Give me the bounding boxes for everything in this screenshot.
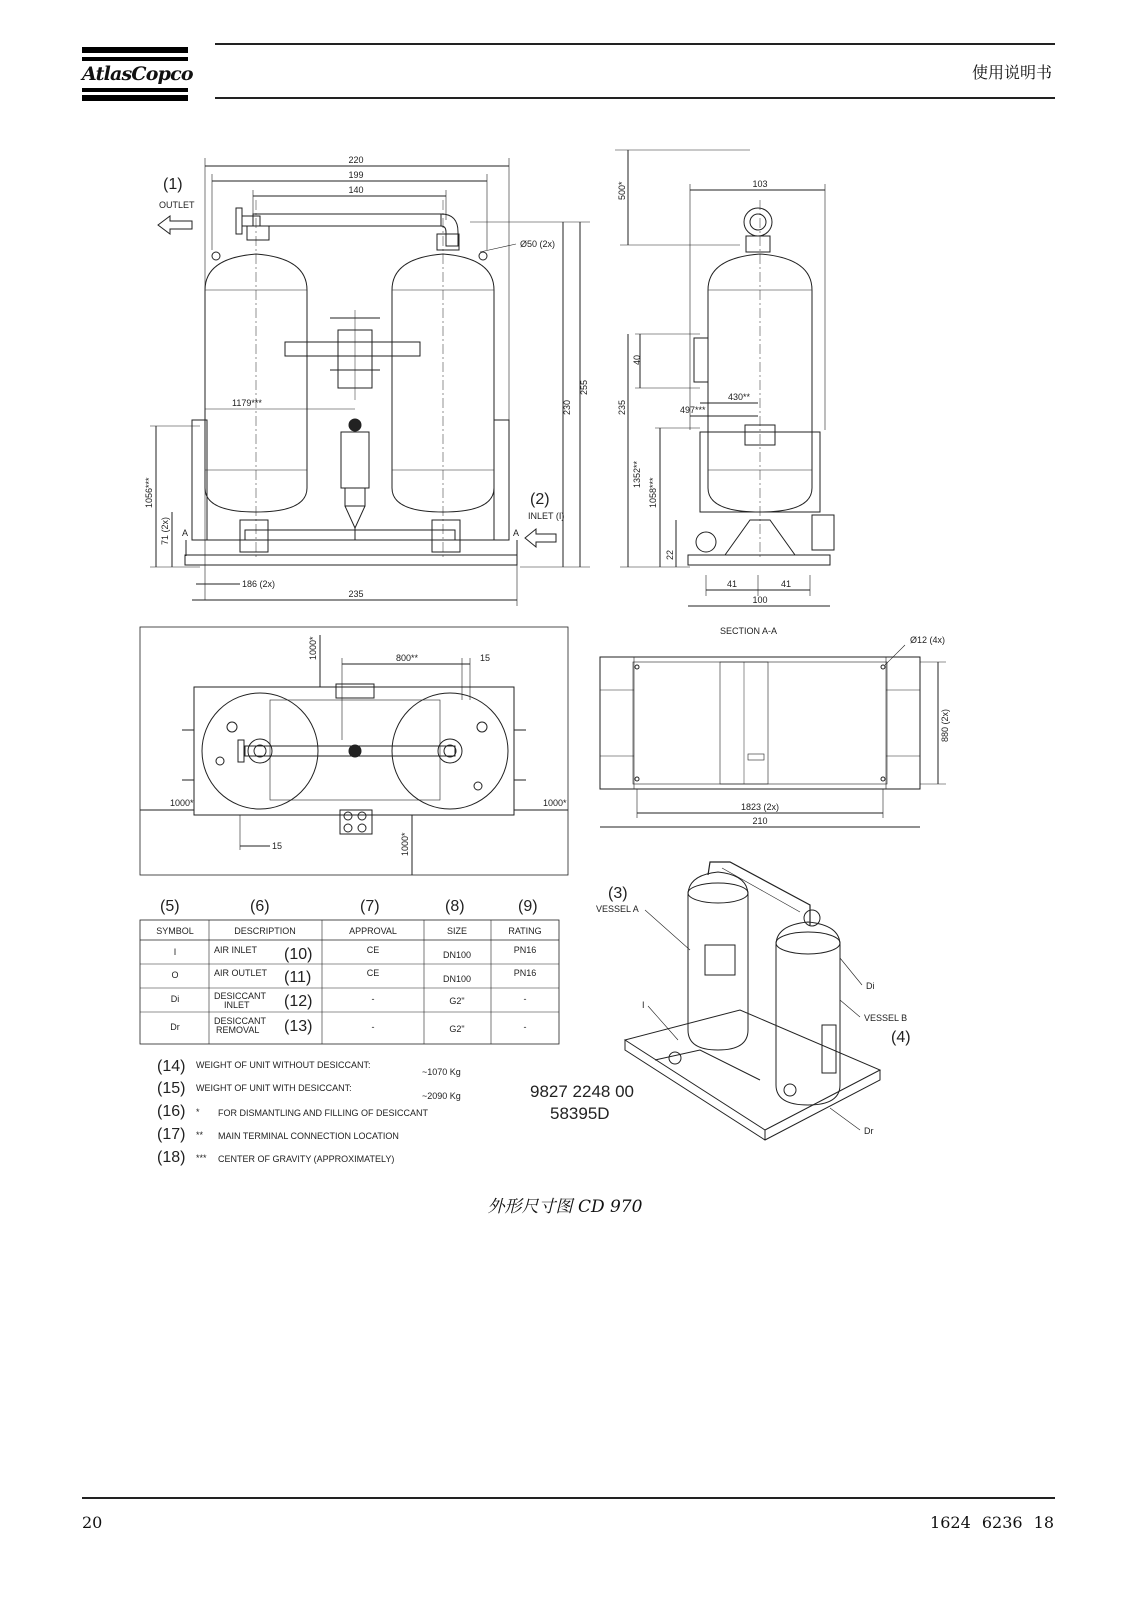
note15-value: ~2090 Kg (422, 1091, 461, 1101)
row4-symbol: Dr (170, 1022, 180, 1032)
row1-ref: (10) (284, 946, 313, 963)
row2-rating: PN16 (513, 968, 537, 978)
manual-title: 使用说明书 (971, 63, 1052, 82)
row1-symbol: I (173, 947, 177, 957)
col-ref-3: (7) (360, 898, 380, 915)
dim-255: 255 (579, 379, 589, 395)
dim-230: 230 (562, 399, 572, 415)
row4-rating: - (523, 1022, 527, 1032)
row3-size: G2" (449, 996, 465, 1006)
note17-mark: ** (196, 1130, 204, 1140)
note16-ref: (16) (157, 1103, 186, 1120)
front-view (144, 155, 590, 606)
note15-text: WEIGHT OF UNIT WITH DESICCANT: (196, 1083, 352, 1093)
note18-mark: *** (196, 1153, 207, 1163)
dim-103: 103 (752, 179, 768, 189)
inlet-arrow-icon (525, 529, 556, 547)
dim-140: 140 (348, 185, 364, 195)
vessel-a-label: VESSEL A (596, 904, 639, 914)
dim-500: 500* (617, 181, 627, 200)
row2-desc: AIR OUTLET (214, 968, 268, 978)
outlet-label: OUTLET (159, 200, 195, 210)
dim-100: 100 (752, 595, 768, 605)
dim-880: 880 (2x) (940, 708, 950, 742)
vessel-a-ref: (3) (608, 885, 628, 902)
row2-size: DN100 (442, 974, 472, 984)
dim-1000-left: 1000* (170, 798, 194, 808)
row3-desc1: DESICCANT (214, 991, 267, 1001)
dim-210: 210 (752, 816, 768, 826)
dim-1056: 1056*** (144, 477, 154, 508)
top-view (140, 627, 568, 875)
outlet-ref: (1) (163, 176, 183, 193)
row1-rating: PN16 (513, 945, 537, 955)
dim-40: 40 (632, 354, 642, 365)
dim-71: 71 (2x) (160, 516, 170, 545)
header-description: DESCRIPTION (234, 926, 296, 936)
dim-220: 220 (348, 155, 364, 165)
col-ref-5: (9) (518, 898, 538, 915)
section-a-a-label: SECTION A-A (720, 626, 778, 636)
connections-table (140, 898, 559, 1044)
row1-size: DN100 (442, 950, 472, 960)
dim-1352: 1352** (632, 460, 642, 488)
col-ref-2: (6) (250, 898, 270, 915)
side-view (615, 150, 834, 636)
vessel-b-label: VESSEL B (864, 1013, 908, 1023)
iso-view (596, 862, 911, 1140)
row4-ref: (13) (284, 1018, 313, 1035)
dim-1823: 1823 (2x) (740, 802, 780, 812)
note17-ref: (17) (157, 1126, 186, 1143)
row2-approval: CE (366, 968, 380, 978)
dim-430: 430** (728, 392, 751, 402)
section-mark-right: A (513, 528, 520, 538)
document-number: 1624 6236 18 (930, 1513, 1054, 1532)
base-view (600, 635, 950, 827)
note16-mark: * (196, 1107, 200, 1117)
i-label: I (642, 1000, 645, 1010)
dim-15-top: 15 (480, 653, 491, 663)
drawing-revision: 58395D (550, 1104, 610, 1123)
dim-1000-top: 1000* (308, 636, 318, 660)
dim-41b: 41 (780, 579, 792, 589)
dim-800: 800** (396, 653, 419, 663)
note14-ref: (14) (157, 1058, 186, 1075)
figure-caption: 外形尺寸图 CD 970 (487, 1197, 643, 1217)
row3-approval: - (371, 994, 375, 1004)
note18-text: CENTER OF GRAVITY (APPROXIMATELY) (218, 1154, 395, 1164)
row4-desc1: DESICCANT (214, 1016, 267, 1026)
dim-41a: 41 (726, 579, 738, 589)
row3-ref: (12) (284, 993, 313, 1010)
dim-235-side: 235 (617, 399, 627, 415)
notes (157, 1058, 634, 1166)
note15-ref: (15) (157, 1080, 186, 1097)
dim-1058: 1058*** (648, 477, 658, 508)
note16-text: FOR DISMANTLING AND FILLING OF DESICCANT (218, 1108, 429, 1118)
col-ref-1: (5) (160, 898, 180, 915)
dim-235: 235 (348, 589, 364, 599)
di-label: Di (866, 981, 875, 991)
header-rating: RATING (508, 926, 542, 936)
row3-symbol: Di (170, 994, 180, 1004)
dim-1000-right: 1000* (543, 798, 567, 808)
dim-1000-bottom: 1000* (400, 832, 410, 856)
row4-size: G2" (449, 1024, 465, 1034)
note14-value: ~1070 Kg (422, 1067, 461, 1077)
dim-497: 497*** (680, 405, 706, 415)
outlet-arrow-icon (158, 216, 192, 234)
section-mark-left: A (182, 528, 189, 538)
drawing-number: 9827 2248 00 (530, 1082, 634, 1101)
inlet-ref: (2) (530, 491, 550, 508)
dim-15-bottom: 15 (272, 841, 283, 851)
dim-186: 186 (2x) (242, 579, 276, 589)
footer-rule (82, 1497, 1055, 1499)
dim-22: 22 (665, 549, 675, 560)
page-number: 20 (82, 1513, 103, 1532)
dim-d12: Ø12 (4x) (910, 635, 946, 645)
row1-desc: AIR INLET (214, 945, 258, 955)
note17-text: MAIN TERMINAL CONNECTION LOCATION (218, 1131, 399, 1141)
row1-approval: CE (366, 945, 380, 955)
note18-ref: (18) (157, 1149, 186, 1166)
inlet-label: INLET (I) (528, 511, 565, 521)
dr-label: Dr (864, 1126, 874, 1136)
note14-text: WEIGHT OF UNIT WITHOUT DESICCANT: (196, 1060, 371, 1070)
header-size: SIZE (446, 926, 468, 936)
row3-desc2: INLET (224, 1000, 250, 1010)
header-approval: APPROVAL (349, 926, 397, 936)
col-ref-4: (8) (445, 898, 465, 915)
row4-approval: - (371, 1022, 375, 1032)
header-symbol: SYMBOL (156, 926, 194, 936)
row3-rating: - (523, 994, 527, 1004)
brand-name: AtlasCopco (82, 63, 193, 85)
row4-desc2: REMOVAL (216, 1025, 260, 1035)
dim-d50: Ø50 (2x) (520, 239, 556, 249)
row2-symbol: O (171, 970, 179, 980)
vessel-b-ref: (4) (891, 1029, 911, 1046)
dim-1179: 1179*** (232, 398, 262, 408)
row2-ref: (11) (284, 969, 312, 986)
dim-199: 199 (348, 170, 364, 180)
